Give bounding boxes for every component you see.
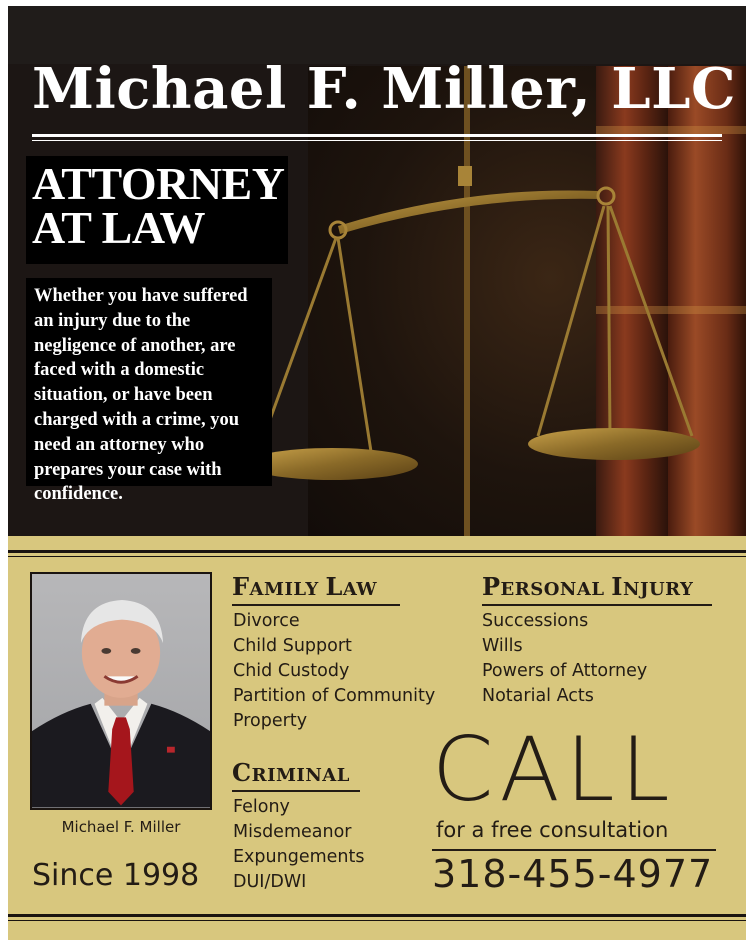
photo-caption: Michael F. Miller bbox=[61, 818, 181, 836]
heading-rest: AW bbox=[342, 579, 378, 600]
heading-initial: C bbox=[232, 758, 252, 787]
heading-rest: NJURY bbox=[622, 579, 694, 600]
list-item: Successions bbox=[482, 611, 589, 631]
family-law-list bbox=[233, 609, 435, 734]
heading-initial: I bbox=[611, 572, 623, 601]
consultation-text: for a free consultation bbox=[436, 818, 669, 842]
heading-rest: ERSONAL bbox=[500, 579, 612, 600]
description-text: Whether you have suffered an injury due to the negligence of another, are faced with a domestic situation, or have been charged with a crime, you need an attorney who prepares your case with confidence. bbox=[34, 286, 248, 505]
firm-name: Michael F. Miller, LLC bbox=[32, 56, 737, 122]
section-rule-thin bbox=[8, 556, 746, 557]
list-item: Misdemeanor bbox=[233, 822, 352, 842]
bottom-rule-thin bbox=[8, 920, 746, 921]
bottom-rule bbox=[8, 914, 746, 917]
attorney-title-line2: AT LAW bbox=[32, 202, 205, 253]
personal-injury-rule bbox=[482, 604, 712, 606]
flyer bbox=[8, 6, 746, 940]
criminal-heading bbox=[232, 758, 350, 787]
heading-initial: L bbox=[325, 572, 343, 601]
title-rule-thin bbox=[32, 140, 722, 141]
list-item: Property bbox=[233, 711, 308, 731]
phone-number: 318-455-4977 bbox=[432, 852, 714, 896]
list-item: Powers of Attorney bbox=[482, 661, 648, 681]
criminal-list bbox=[233, 795, 364, 895]
list-item: Partition of Community bbox=[233, 686, 436, 706]
since-year: Since 1998 bbox=[32, 858, 200, 893]
attorney-title-line1: ATTORNEY bbox=[32, 158, 285, 209]
section-rule bbox=[8, 550, 746, 553]
consultation-rule bbox=[432, 849, 716, 851]
heading-rest: AMILY bbox=[249, 579, 326, 600]
attorney-title bbox=[32, 158, 292, 253]
list-item: DUI/DWI bbox=[233, 872, 307, 892]
portrait-image bbox=[32, 574, 210, 808]
call-heading: CALL bbox=[432, 718, 676, 821]
hero-banner bbox=[8, 6, 746, 536]
personal-injury-heading bbox=[482, 572, 693, 601]
list-item: Notarial Acts bbox=[482, 686, 594, 706]
list-item: Expungements bbox=[233, 847, 365, 867]
list-item: Wills bbox=[482, 636, 523, 656]
attorney-photo bbox=[30, 572, 212, 810]
personal-injury-list bbox=[482, 609, 647, 709]
heading-rest: RIMINAL bbox=[251, 765, 350, 786]
heading-initial: P bbox=[482, 572, 501, 601]
list-item: Child Support bbox=[233, 636, 352, 656]
title-rule bbox=[32, 134, 722, 137]
heading-initial: F bbox=[232, 572, 250, 601]
criminal-rule bbox=[232, 790, 360, 792]
list-item: Divorce bbox=[233, 611, 300, 631]
list-item: Chid Custody bbox=[233, 661, 350, 681]
family-law-rule bbox=[232, 604, 400, 606]
list-item: Felony bbox=[233, 797, 290, 817]
family-law-heading bbox=[232, 572, 377, 601]
